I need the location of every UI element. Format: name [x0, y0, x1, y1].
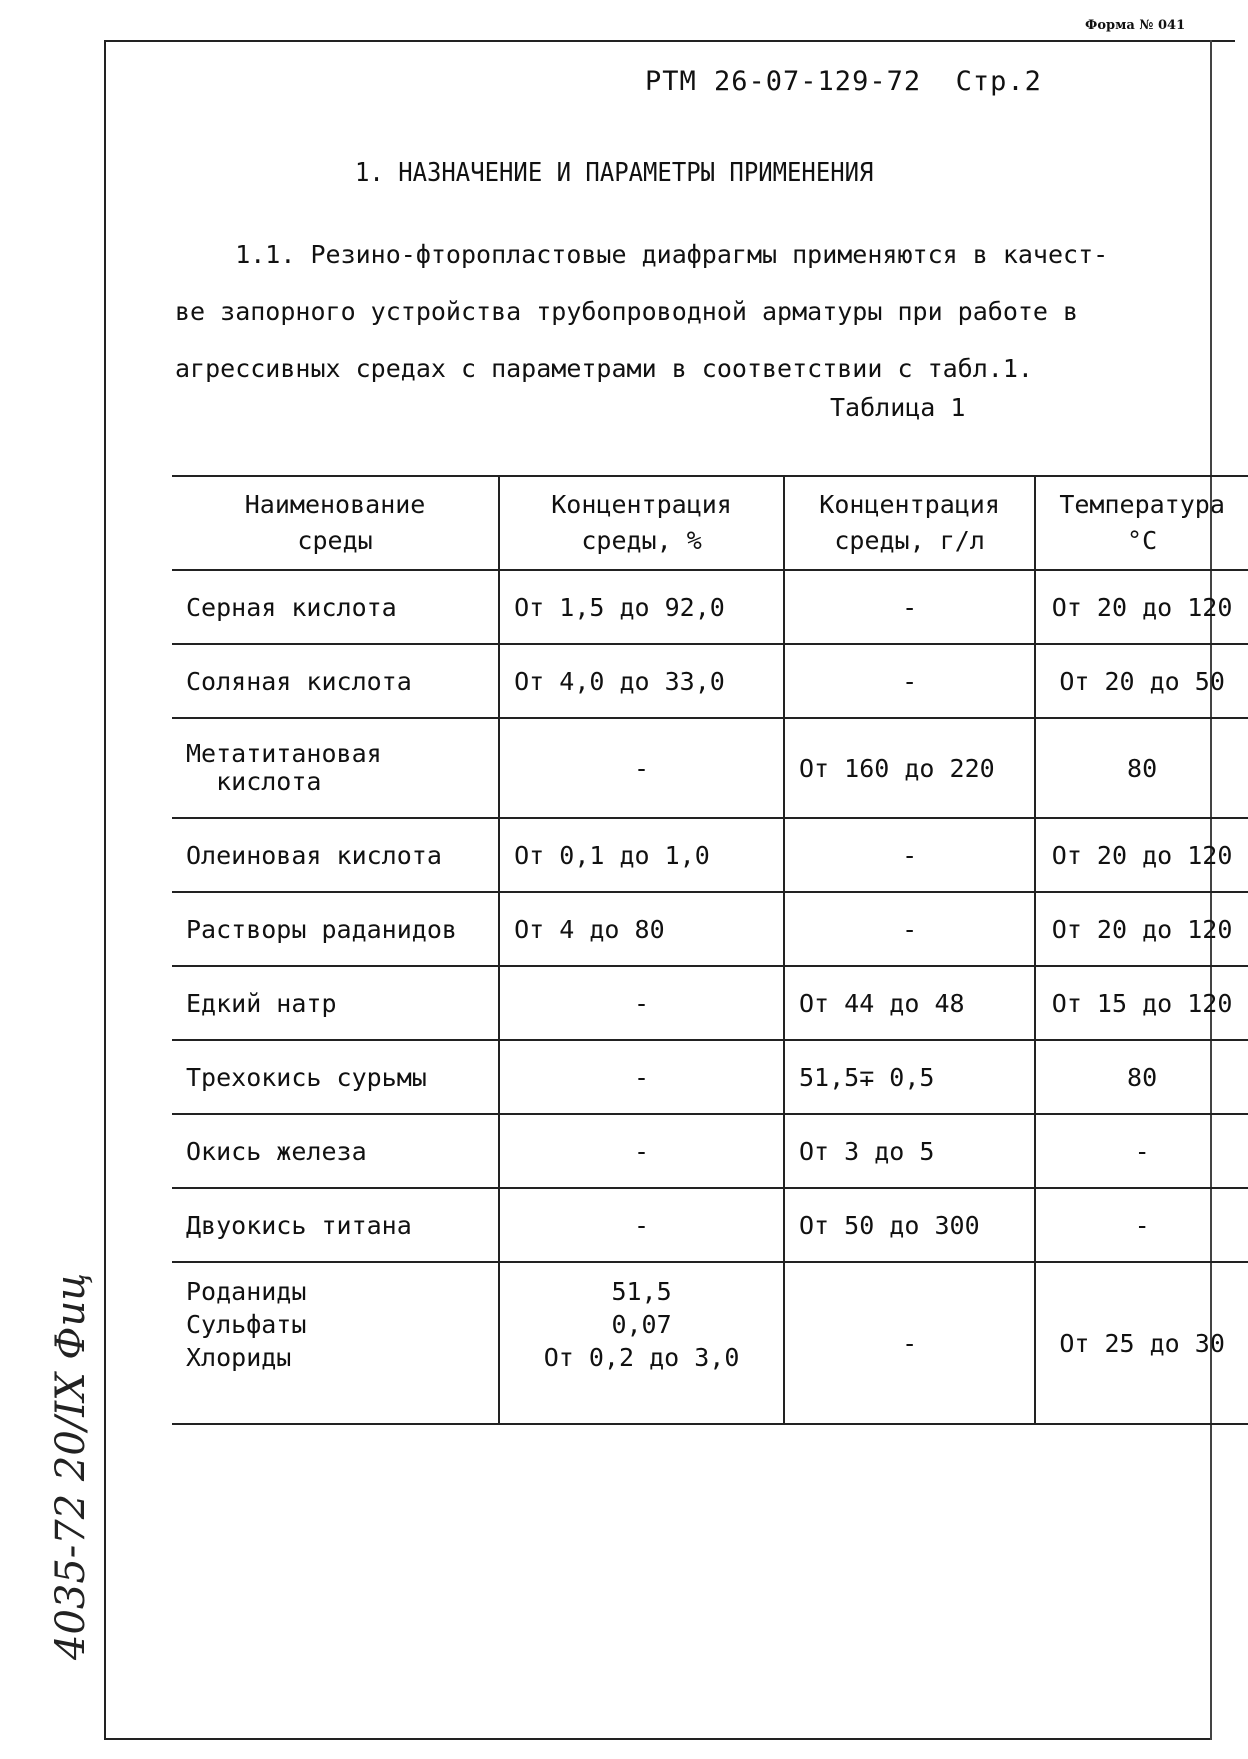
cell-medium: Метатитановая кислота	[172, 718, 499, 818]
cell-temperature: -	[1035, 1114, 1248, 1188]
header-medium-name: Наименование среды	[172, 476, 499, 570]
cell-conc-gl: -	[784, 1262, 1035, 1424]
header-concentration-percent: Концентрация среды, %	[499, 476, 784, 570]
cell-medium: Едкий натр	[172, 966, 499, 1040]
table-row	[172, 644, 1248, 718]
table-row	[172, 1114, 1248, 1188]
parameters-table	[172, 475, 1248, 1425]
header-temperature: Температура °С	[1035, 476, 1248, 570]
table-row	[172, 1262, 1248, 1424]
table-header-row	[172, 476, 1248, 570]
table-row	[172, 718, 1248, 818]
cell-conc-gl: От 50 до 300	[784, 1188, 1035, 1262]
cell-temperature: От 20 до 120	[1035, 570, 1248, 644]
handwritten-margin-note: 4035-72 20/IX Фиц	[48, 1272, 94, 1660]
document-code: РТМ 26-07-129-72 Стр.2	[645, 66, 1042, 97]
table-row	[172, 892, 1248, 966]
table-row	[172, 1040, 1248, 1114]
cell-temperature: От 20 до 50	[1035, 644, 1248, 718]
cell-conc-gl: -	[784, 644, 1035, 718]
cell-medium: Роданиды Сульфаты Хлориды	[172, 1262, 499, 1424]
cell-conc-percent: От 4,0 до 33,0	[499, 644, 784, 718]
table-caption: Таблица 1	[830, 393, 966, 422]
intro-paragraph: 1.1. Резино-фторопластовые диафрагмы применяются в качест- ве запорного устройства трубопроводной арматуры при работе в агрессивных средах с параметрами в соответствии с табл.1.	[175, 240, 1109, 383]
cell-conc-gl: -	[784, 818, 1035, 892]
cell-conc-percent: -	[499, 1040, 784, 1114]
cell-medium: Окись железа	[172, 1114, 499, 1188]
cell-medium: Олеиновая кислота	[172, 818, 499, 892]
cell-conc-percent: 51,5 0,07 От 0,2 до 3,0	[499, 1262, 784, 1424]
cell-temperature: 80	[1035, 1040, 1248, 1114]
table-row	[172, 1188, 1248, 1262]
section-heading: 1. НАЗНАЧЕНИЕ И ПАРАМЕТРЫ ПРИМЕНЕНИЯ	[355, 158, 874, 188]
cell-conc-percent: От 4 до 80	[499, 892, 784, 966]
header-concentration-gl: Концентрация среды, г/л	[784, 476, 1035, 570]
frame-border-top	[105, 40, 1235, 42]
cell-medium: Серная кислота	[172, 570, 499, 644]
cell-temperature: 80	[1035, 718, 1248, 818]
table-row	[172, 818, 1248, 892]
form-number: Форма № 041	[1085, 18, 1186, 33]
cell-temperature: От 15 до 120	[1035, 966, 1248, 1040]
cell-medium: Двуокись титана	[172, 1188, 499, 1262]
cell-conc-percent: -	[499, 1114, 784, 1188]
cell-conc-gl: От 3 до 5	[784, 1114, 1035, 1188]
cell-temperature: От 20 до 120	[1035, 892, 1248, 966]
cell-conc-gl: 51,5∓ 0,5	[784, 1040, 1035, 1114]
frame-border-bottom	[105, 1738, 1210, 1740]
cell-conc-percent: -	[499, 966, 784, 1040]
cell-conc-percent: От 0,1 до 1,0	[499, 818, 784, 892]
cell-medium: Соляная кислота	[172, 644, 499, 718]
cell-conc-gl: От 44 до 48	[784, 966, 1035, 1040]
table-row	[172, 966, 1248, 1040]
frame-border-left	[104, 40, 106, 1740]
cell-conc-gl: -	[784, 892, 1035, 966]
cell-conc-gl: -	[784, 570, 1035, 644]
cell-temperature: От 25 до 30	[1035, 1262, 1248, 1424]
cell-medium: Растворы раданидов	[172, 892, 499, 966]
cell-conc-gl: От 160 до 220	[784, 718, 1035, 818]
cell-temperature: -	[1035, 1188, 1248, 1262]
cell-conc-percent: -	[499, 1188, 784, 1262]
cell-conc-percent: -	[499, 718, 784, 818]
table-row	[172, 570, 1248, 644]
cell-temperature: От 20 до 120	[1035, 818, 1248, 892]
cell-conc-percent: От 1,5 до 92,0	[499, 570, 784, 644]
cell-medium: Трехокись сурьмы	[172, 1040, 499, 1114]
